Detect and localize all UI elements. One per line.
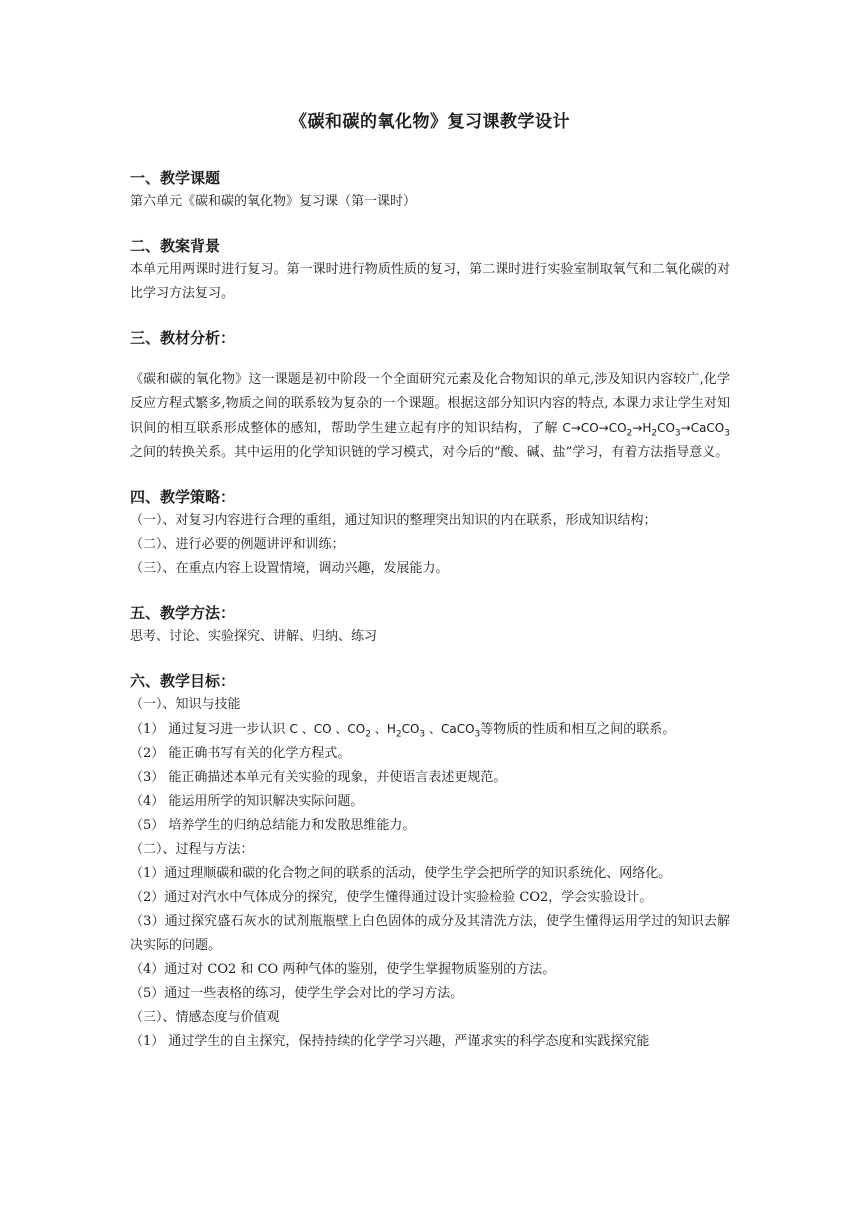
subheading: （二）、过程与方法：: [130, 842, 254, 857]
list-item: （3）通过探究盛石灰水的试剂瓶瓶壁上白色固体的成分及其清洗方法，使学生懂得运用学过的知识去解决实际的问题。: [130, 914, 730, 953]
paragraph: [130, 368, 730, 465]
list-item: （3） 能正确描述本单元有关实验的现象，并使语言表述更规范。: [130, 770, 507, 785]
list-item: （二）、进行必要的例题讲评和训练；: [130, 537, 345, 552]
list-item: （5） 培养学生的归纳总结能力和发散思维能力。: [130, 818, 416, 833]
section-method: [130, 601, 730, 649]
section-heading: 四、教学策略：: [130, 488, 236, 506]
section-heading: 三、教材分析：: [130, 329, 236, 347]
list-item: （4） 能运用所学的知识解决实际问题。: [130, 794, 364, 809]
section-material-analysis: [130, 326, 730, 465]
section-topic: [130, 166, 730, 214]
list-item: （1） 通过学生的自主探究，保持持续的化学学习兴趣，严谨求实的科学态度和实践探究能: [130, 1034, 650, 1049]
list-item: （5）通过一些表格的练习，使学生学会对比的学习方法。: [130, 986, 464, 1001]
paragraph: 思考、讨论、实验探究、讲解、归纳、练习: [130, 629, 378, 644]
section-background: [130, 234, 730, 306]
text-run: 之间的转换关系。其中运用的化学知识链的学习模式，对今后的“酸、碱、盐”学习，有着方法指导意义。: [130, 445, 729, 460]
list-item: （2）通过对汽水中气体成分的探究，使学生懂得通过设计实验检验 CO2，学会实验设计。: [130, 890, 653, 905]
text-run: 《碳和碳的氧化物》这一课题是初中阶段一个全面研究元素及化合物知识的单元,涉及知识内容较广,化学反应方程式繁多,物质之间的联系较为复杂的一个课题。根据这部分知识内容的特点, 本课力求让学生对知识间的相互联系形成整体的感知，帮助学生建立起有序的知识结构，了解: [130, 372, 730, 436]
section-objectives: [130, 669, 730, 1054]
list-item: （1） 通过复习进一步认识 C 、CO 、$CO_2$ 、$H_2CO_3$ 、CaCO$_3$等物质的性质和相互之间的联系。: [130, 722, 676, 740]
section-heading: 六、教学目标：: [130, 672, 236, 690]
list-item: （三）、在重点内容上设置情境，调动兴趣，发展能力。: [130, 561, 449, 576]
chemical-formulas: C 、CO 、$CO_2$ 、$H_2CO_3$ 、CaCO$_3$: [289, 722, 481, 740]
chemical-chain: $C\to CO\to CO_2\to H_2CO_3\to CaCO_3$: [562, 421, 730, 439]
section-strategy: [130, 485, 730, 581]
subheading: （一）、知识与技能: [130, 697, 241, 712]
list-item: （2） 能正确书写有关的化学方程式。: [130, 746, 351, 761]
section-heading: 五、教学方法：: [130, 604, 236, 622]
paragraph: 第六单元《碳和碳的氧化物》复习课（第一课时）: [130, 194, 417, 209]
document-title: 《碳和碳的氧化物》复习课教学设计: [290, 112, 570, 132]
paragraph: 本单元用两课时进行复习。第一课时进行物质性质的复习，第二课时进行实验室制取氧气和二氧化碳的对比学习方法复习。: [130, 262, 730, 301]
section-heading: 一、教学课题: [130, 169, 221, 187]
list-item: （1）通过理顺碳和碳的化合物之间的联系的活动，使学生学会把所学的知识系统化、网络化。: [130, 866, 672, 881]
section-heading: 二、教案背景: [130, 237, 221, 255]
list-item: （一）、对复习内容进行合理的重组，通过知识的整理突出知识的内在联系，形成知识结构；: [130, 513, 657, 528]
document-page: [130, 110, 730, 1074]
list-item: （4）通过对 CO2 和 CO 两种气体的鉴别，使学生掌握物质鉴别的方法。: [130, 962, 556, 977]
subheading: （三）、情感态度与价值观: [130, 1010, 280, 1025]
